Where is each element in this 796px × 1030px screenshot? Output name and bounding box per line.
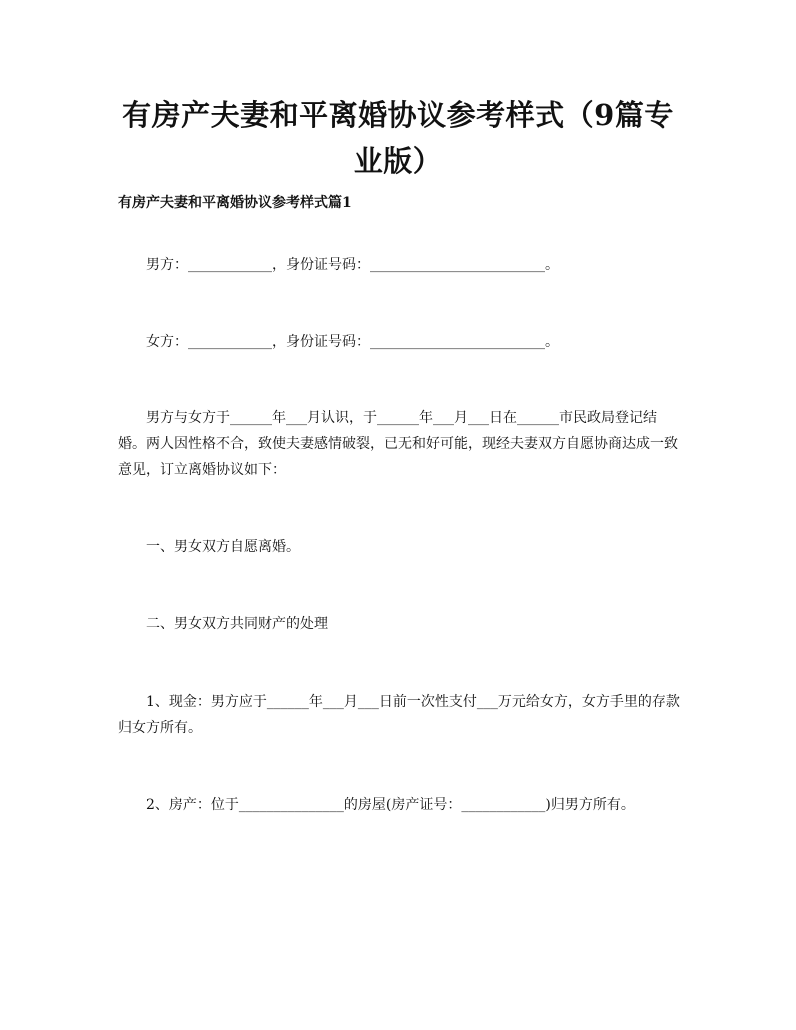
document-title: 有房产夫妻和平离婚协议参考样式（9篇专业版） bbox=[122, 98, 674, 178]
paragraph-property: 2、房产：位于_______________的房屋(房产证号：____________)归男方所有。 bbox=[146, 797, 635, 813]
paragraph-clause-1: 一、男女双方自愿离婚。 bbox=[146, 539, 300, 555]
paragraph-marriage-info: 男方与女方于______年___月认识，于______年___月___日在______市民政局登记结婚。两人因性格不合，致使夫妻感情破裂，已无和好可能，现经夫妻双方自愿协商达成一致意见，订立离婚协议如下： bbox=[118, 410, 678, 478]
paragraph-female-party: 女方：____________，身份证号码：_________________________。 bbox=[146, 334, 559, 350]
section-heading: 有房产夫妻和平离婚协议参考样式篇1 bbox=[118, 195, 352, 211]
paragraph-cash: 1、现金：男方应于______年___月___日前一次性支付___万元给女方，女方手里的存款归女方所有。 bbox=[118, 694, 680, 736]
paragraph-clause-2: 二、男女双方共同财产的处理 bbox=[146, 616, 328, 632]
paragraph-male-party: 男方：____________，身份证号码：_________________________。 bbox=[146, 257, 559, 273]
